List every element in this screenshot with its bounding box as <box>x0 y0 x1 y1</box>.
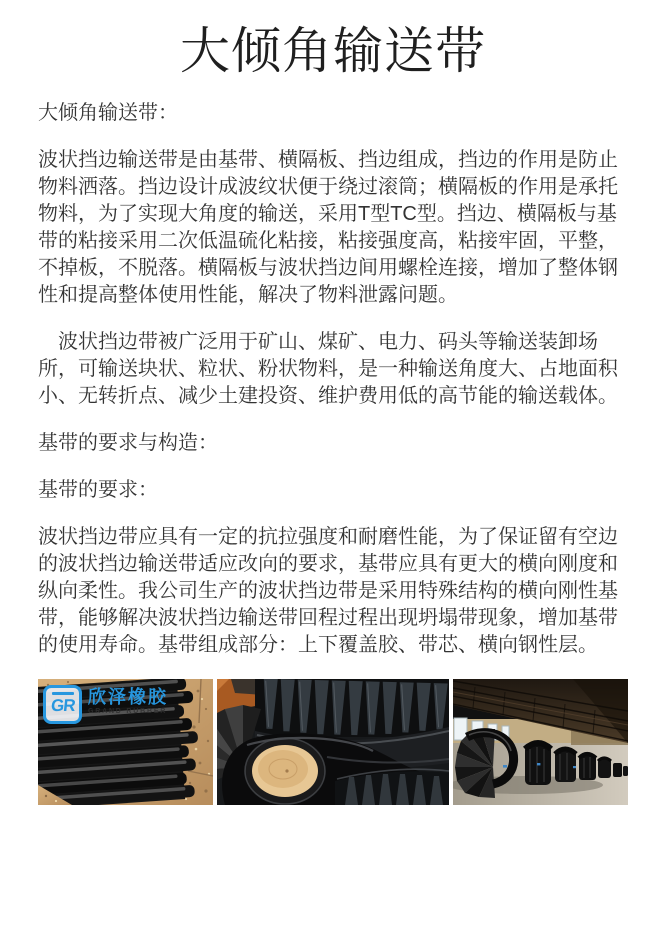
product-photo-row <box>38 679 628 805</box>
paragraph-base-belt-detail: 波状挡边带应具有一定的抗拉强度和耐磨性能，为了保证留有空边的波状挡边输送带适应改向的要求，基带应具有更大的横向刚度和纵向柔性。我公司生产的波状挡边带是采用特殊结构的横向刚性基带，能够解决波状挡边输送带回程过程出现坍塌带现象，增加基带的使用寿命。基带组成部分：上下覆盖胶、带芯、横向钢性层。 <box>38 526 618 656</box>
paragraph-lead-label: 大倾角输送带： <box>38 102 178 124</box>
photo-belt-loop-closeup <box>217 679 449 805</box>
brand-name-block <box>88 685 168 717</box>
photo-belt-edge-closeup <box>38 679 213 805</box>
brand-name-english: GRAND RUBBER <box>88 708 168 715</box>
article-body <box>0 100 666 805</box>
paragraph-applications: 波状挡边带被广泛用于矿山、煤矿、电力、码头等输送装卸场所，可输送块状、粒状、粉状物料，是一种输送角度大、占地面积小、无转折点、减少土建投资、维护费用低的高节能的输送载体。 <box>38 331 618 407</box>
page-title: 大倾角输送带 <box>180 23 486 79</box>
paragraph-base-belt-heading: 基带的要求与构造： <box>38 432 218 454</box>
photo-warehouse-belts <box>453 679 628 805</box>
brand-watermark <box>43 685 168 724</box>
belt-loop-illustration <box>217 679 449 805</box>
brand-name-chinese: 欣泽橡胶 <box>88 687 168 707</box>
paragraph-base-belt-subheading: 基带的要求： <box>38 479 158 501</box>
logo-letters: GR <box>49 696 76 715</box>
paragraph-structure: 波状挡边输送带是由基带、横隔板、挡边组成，挡边的作用是防止物料洒落。挡边设计成波纹状便于绕过滚筒；横隔板的作用是承托物料，为了实现大角度的输送，采用T型TC型。挡边、横隔板与基带的粘接采用二次低温硫化粘接，粘接强度高，粘接牢固，平整，不掉板，不脱落。横隔板与波状挡边间用螺栓连接，增加了整体钢性和提高整体使用性能，解决了物料泄露问题。 <box>38 149 618 306</box>
brand-logo-gr-icon <box>43 685 82 724</box>
warehouse-illustration <box>453 679 628 805</box>
